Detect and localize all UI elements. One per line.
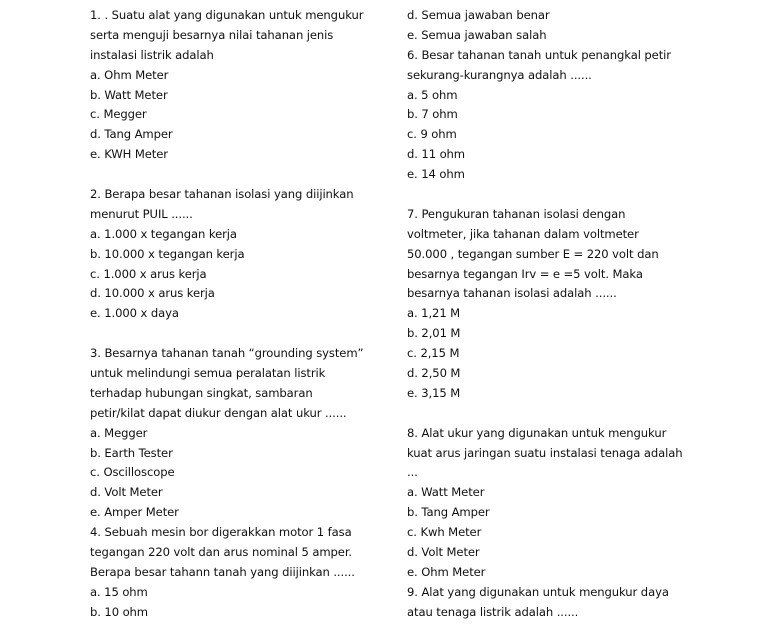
text-line: e. 3,15 M (407, 385, 461, 400)
text-line: besarnya tegangan Irv = e =5 volt. Maka (407, 266, 643, 281)
text-line: a. Watt Meter (407, 485, 485, 500)
text-line: b. 2,01 M (407, 326, 461, 341)
text-line: atau tenaga listrik adalah ...... (407, 604, 579, 619)
text-line: c. Kwh Meter (407, 525, 482, 540)
text-line: d. Tang Amper (90, 127, 173, 142)
text-line: b. 7 ohm (407, 107, 458, 122)
text-line: d. Semua jawaban benar (407, 8, 550, 22)
text-line: c. 9 ohm (407, 127, 457, 142)
text-line: e. Amper Meter (90, 505, 179, 520)
text-line: c. 1.000 x arus kerja (90, 266, 207, 281)
text-line: voltmeter, jika tahanan dalam voltmeter (407, 226, 639, 241)
text-line: a. Ohm Meter (90, 67, 169, 82)
text-line: b. Tang Amper (407, 505, 490, 520)
text-line: 4. Sebuah mesin bor digerakkan motor 1 fasa (90, 525, 352, 540)
text-line: e. 14 ohm (407, 167, 465, 182)
text-line: Berapa besar tahann tanah yang diijinkan ...... (90, 564, 355, 579)
text-line: b. Earth Tester (90, 445, 173, 460)
blank-line (90, 165, 390, 185)
text-line: e. Ohm Meter (407, 564, 486, 579)
text-line: d. Volt Meter (407, 545, 480, 560)
text-line: 6. Besar tahanan tanah untuk penangkal petir (407, 47, 671, 62)
text-line: d. 11 ohm (407, 147, 466, 162)
text-line: b. Watt Meter (90, 87, 168, 102)
text-line: a. 1,21 M (407, 306, 461, 321)
text-line: 2. Berapa besar tahanan isolasi yang diijinkan (90, 187, 354, 202)
text-line: serta menguji besarnya nilai tahanan jenis (90, 27, 334, 42)
text-line: c. 2,15 M (407, 346, 460, 361)
text-line: a. Megger (90, 425, 148, 440)
text-line: terhadap hubungan singkat, sambaran (90, 385, 313, 400)
text-line: kuat arus jaringan suatu instalasi tenaga adalah (407, 445, 683, 460)
text-line: instalasi listrik adalah (90, 47, 214, 62)
text-line: c. Megger (90, 107, 147, 122)
right-column (407, 6, 707, 623)
text-line: tegangan 220 volt dan arus nominal 5 amper. (90, 545, 353, 560)
text-line: sekurang-kurangnya adalah ...... (407, 67, 592, 82)
text-line: 8. Alat ukur yang digunakan untuk mengukur (407, 425, 667, 440)
text-line: d. 10.000 x arus kerja (90, 286, 215, 301)
text-line: c. Oscilloscope (90, 465, 175, 480)
text-line: a. 5 ohm (407, 87, 458, 102)
text-line: menurut PUIL ...... (90, 206, 193, 221)
text-line: 7. Pengukuran tahanan isolasi dengan (407, 206, 626, 221)
text-line: e. 1.000 x daya (90, 306, 179, 321)
text-line: 1. . Suatu alat yang digunakan untuk mengukur (90, 8, 364, 22)
text-line: a. 15 ohm (90, 584, 148, 599)
text-line: b. 10.000 x tegangan kerja (90, 246, 245, 261)
text-line: 9. Alat yang digunakan untuk mengukur daya (407, 584, 669, 599)
text-line: d. Volt Meter (90, 485, 163, 500)
text-line: a. 1.000 x tegangan kerja (90, 226, 237, 241)
blank-line (407, 185, 707, 205)
text-line: d. 2,50 M (407, 366, 461, 381)
text-line: besarnya tahanan isolasi adalah ...... (407, 286, 617, 301)
left-column (90, 6, 390, 623)
text-line: 3. Besarnya tahanan tanah “grounding system” (90, 346, 364, 361)
text-line: b. 10 ohm (90, 604, 149, 619)
text-line: 50.000 , tegangan sumber E = 220 volt dan (407, 246, 659, 261)
text-line: petir/kilat dapat diukur dengan alat ukur ...... (90, 405, 347, 420)
text-line: ... (407, 465, 418, 480)
text-line: untuk melindungi semua peralatan listrik (90, 366, 326, 381)
blank-line (407, 404, 707, 424)
blank-line (90, 324, 390, 344)
text-line: e. KWH Meter (90, 147, 168, 162)
text-line: e. Semua jawaban salah (407, 27, 547, 42)
